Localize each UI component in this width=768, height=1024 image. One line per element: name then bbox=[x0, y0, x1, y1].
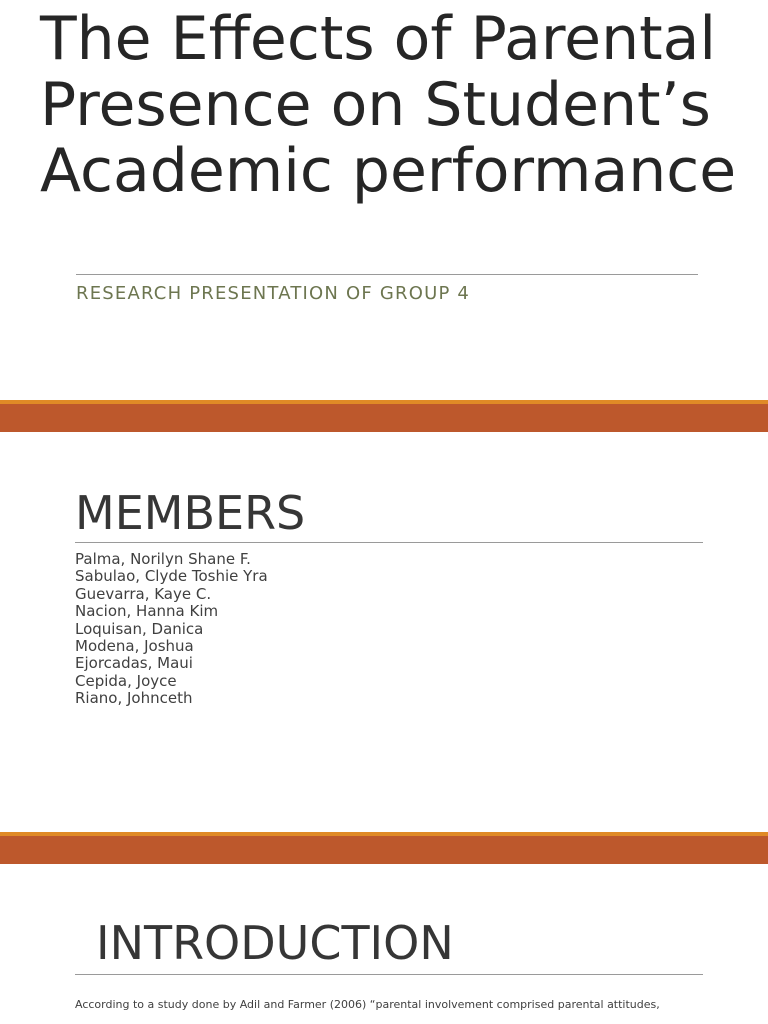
list-item: Sabulao, Clyde Toshie Yra bbox=[75, 567, 268, 586]
list-item: Palma, Norilyn Shane F. bbox=[75, 550, 251, 568]
introduction-divider bbox=[75, 974, 703, 975]
list-item: Nacion, Hanna Kim bbox=[75, 602, 219, 621]
list-item: Cepida, Joyce bbox=[75, 671, 177, 690]
introduction-heading: INTRODUCTION bbox=[96, 916, 454, 970]
members-divider bbox=[75, 542, 703, 543]
list-item: Ejorcadas, Maui bbox=[75, 654, 193, 673]
list-item: Loquisan, Danica bbox=[75, 619, 204, 638]
slide-divider-band bbox=[0, 400, 768, 432]
slide-divider-band bbox=[0, 832, 768, 864]
members-slide bbox=[0, 432, 768, 832]
list-item: Modena, Joshua bbox=[75, 637, 194, 656]
members-list bbox=[75, 551, 268, 708]
presentation-subtitle: RESEARCH PRESENTATION OF GROUP 4 bbox=[76, 283, 471, 304]
members-heading: MEMBERS bbox=[75, 486, 306, 540]
list-item: Guevarra, Kaye C. bbox=[75, 584, 212, 603]
introduction-body: According to a study done by Adil and Farmer (2006) “parental involvement comprised parental attitudes, bbox=[75, 998, 660, 1011]
slide-divider-highlight bbox=[0, 832, 768, 836]
list-item: Riano, Johnceth bbox=[75, 689, 193, 708]
title-slide bbox=[0, 0, 768, 400]
title-divider bbox=[76, 274, 698, 275]
introduction-slide bbox=[0, 864, 768, 1024]
presentation-title: The Effects of Parental Presence on Student’s Academic performance bbox=[40, 4, 737, 206]
slide-divider-highlight bbox=[0, 400, 768, 404]
